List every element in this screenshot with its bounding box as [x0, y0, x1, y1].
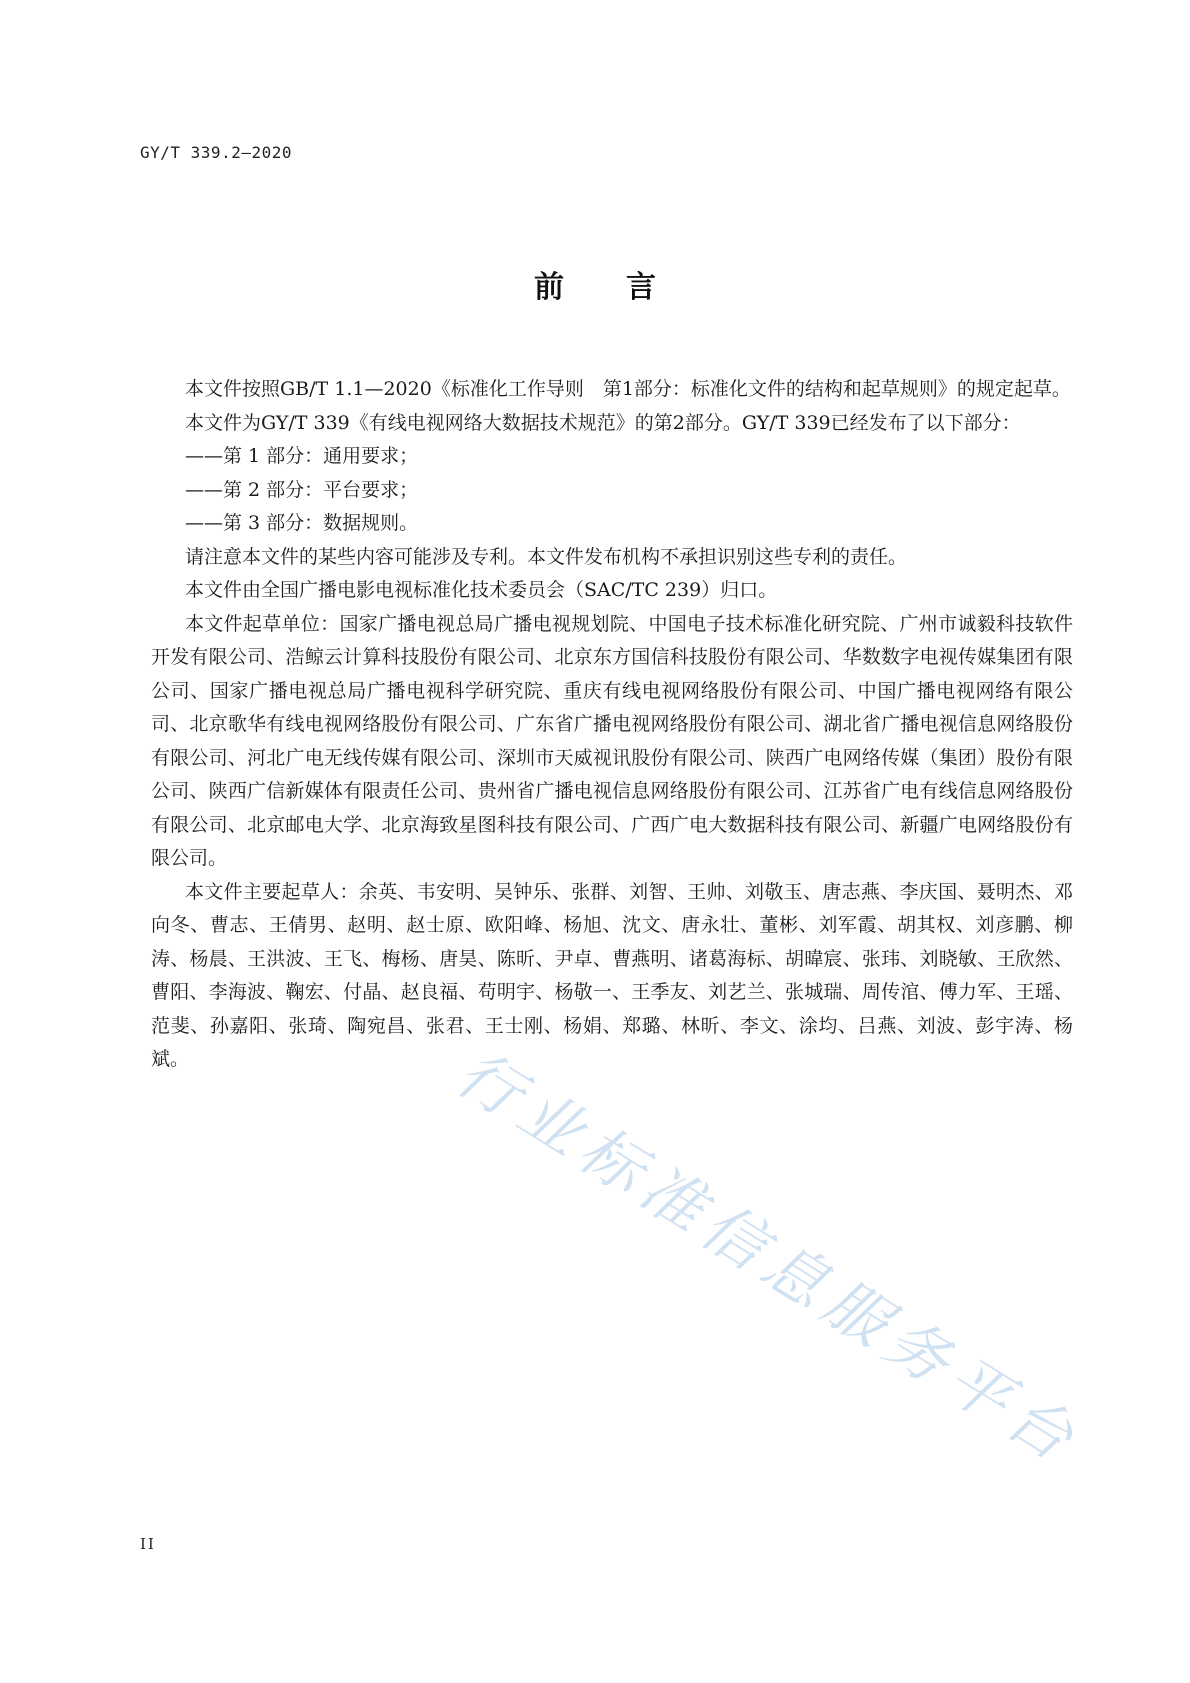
- foreword-body: [151, 373, 1073, 1077]
- paragraph-committee: 本文件由全国广播电影电视标准化技术委员会（SAC/TC 239）归口。: [185, 579, 778, 601]
- list-item-part-3: ——第 3 部分：数据规则。: [185, 512, 419, 534]
- paragraph-drafting-rules: 本文件按照GB/T 1.1—2020《标准化工作导则 第1部分：标准化文件的结构和起草规则》的规定起草。: [185, 378, 1071, 400]
- paragraph-drafting-units: 本文件起草单位：国家广播电视总局广播电视规划院、中国电子技术标准化研究院、广州市诚毅科技软件开发有限公司、浩鲸云计算科技股份有限公司、北京东方国信科技股份有限公司、华数数字电视传媒集团有限公司、国家广播电视总局广播电视科学研究院、重庆有线电视网络股份有限公司、中国广播电视网络有限公司、北京歌华有线电视网络股份有限公司、广东省广播电视网络股份有限公司、湖北省广播电视信息网络股份有限公司、河北广电无线传媒有限公司、深圳市天威视讯股份有限公司、陕西广电网络传媒（集团）股份有限公司、陕西广信新媒体有限责任公司、贵州省广播电视信息网络股份有限公司、江苏省广电有线信息网络股份有限公司、北京邮电大学、北京海致星图科技有限公司、广西广电大数据科技有限公司、新疆广电网络股份有限公司。: [151, 612, 1073, 869]
- watermark-text: 行业标准信息服务平台: [444, 1036, 1094, 1480]
- page-number: II: [140, 1535, 156, 1553]
- paragraph-series-intro: 本文件为GY/T 339《有线电视网络大数据技术规范》的第2部分。GY/T 339已经发布了以下部分：: [185, 411, 1021, 434]
- document-code: GY/T 339.2—2020: [140, 143, 292, 162]
- page-title: 前言: [534, 270, 718, 305]
- paragraph-drafters: 本文件主要起草人：余英、韦安明、吴钟乐、张群、刘智、王帅、刘敬玉、唐志燕、李庆国、聂明杰、邓向冬、曹志、王倩男、赵明、赵士原、欧阳峰、杨旭、沈文、唐永壮、董彬、刘军霞、胡其权、刘彦鹏、柳涛、杨晨、王洪波、王飞、梅杨、唐昊、陈昕、尹卓、曹燕明、诸葛海标、胡暐宸、张玮、刘晓敏、王欣然、曹阳、李海波、鞠宏、付晶、赵良福、苟明宇、杨敬一、王季友、刘艺兰、张城瑞、周传涫、傅力军、王瑶、范斐、孙嘉阳、张琦、陶宛昌、张君、王士刚、杨娟、郑璐、林昕、李文、涂均、吕燕、刘波、彭宇涛、杨斌。: [151, 880, 1073, 1070]
- list-item-part-2: ——第 2 部分：平台要求；: [185, 478, 419, 501]
- paragraph-patent-notice: 请注意本文件的某些内容可能涉及专利。本文件发布机构不承担识别这些专利的责任。: [185, 545, 908, 568]
- list-item-part-1: ——第 1 部分：通用要求；: [185, 445, 419, 467]
